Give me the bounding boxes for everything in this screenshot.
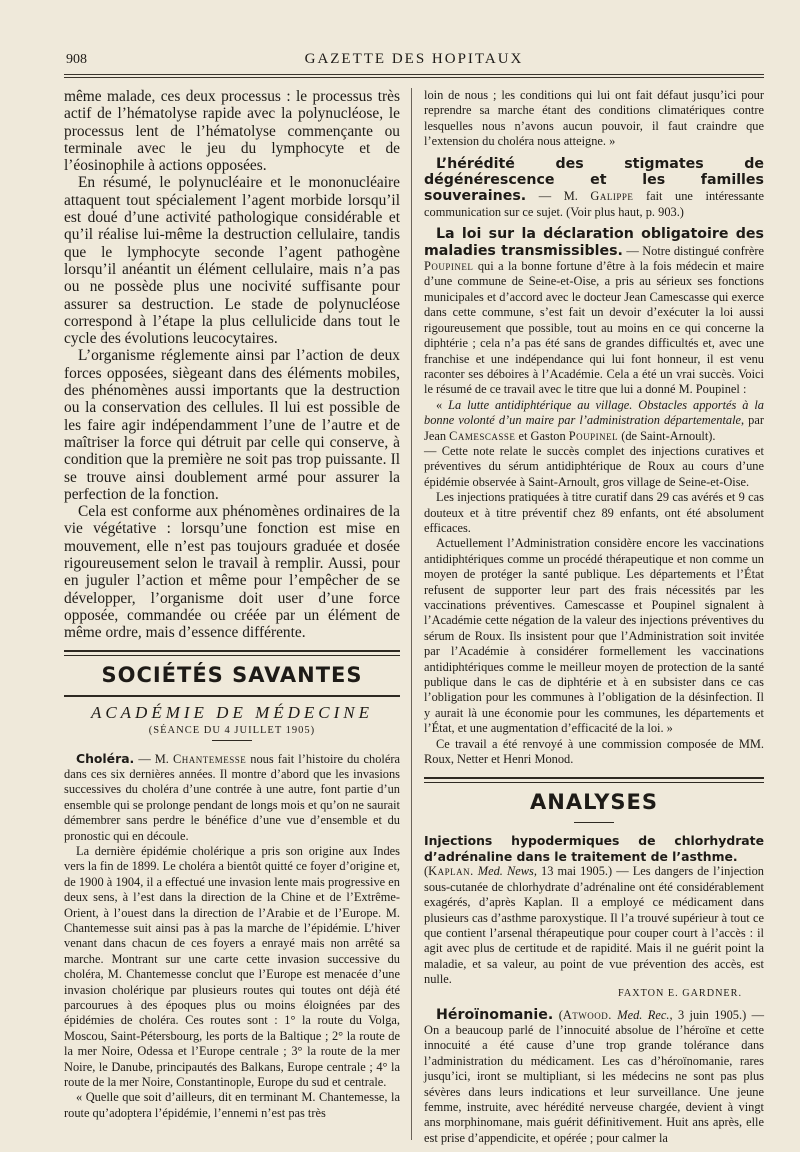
quoted-title: La lutte antidiphtérique au village. Obstacles apportés à la bonne volonté d’un maire par l’administration départementale: [424, 397, 764, 428]
short-rule: [212, 740, 252, 741]
seance-date: (SÉANCE DU 4 JUILLET 1905): [148, 724, 316, 736]
paragraph: En résumé, le polynucléaire et le mononucléaire attaquent tout spécialement l’agent morbide lorsqu’il est doué d’une activité pathologique considérable et qu’il réalise lui-même la destruction cellulaire, tandis que le lymphocyte seconde l’agent pathogène lorsqu’il anéantit un élément cellulaire, mais n’a pas ou ne possède plus une nocivité suffisante pour assurer sa destruction. Le stade de polynucléose correspond à l’étape la plus cellulicide dans tout le cycle des évolutions leucocytaires.: [64, 174, 400, 348]
page-number: 908: [66, 52, 87, 67]
author-name: Kaplan.: [428, 864, 474, 879]
paragraph: « La lutte antidiphtérique au village. Obstacles apportés à la bonne volonté d’un maire par l’administration départementale, par Jean Camescasse et Gaston Poupinel (de Saint-Arnoult).: [424, 397, 764, 443]
article-title: Injections hypodermiques de chlorhydrate d’adrénaline dans le traitement de l’asthme.: [424, 833, 764, 864]
section-title: ANALYSES: [530, 790, 658, 815]
header-rule: [64, 74, 764, 75]
continued-article: [64, 88, 400, 642]
section-title: SOCIÉTÉS SAVANTES: [101, 662, 363, 687]
author-name: Atwood.: [562, 1007, 612, 1022]
paragraph: (Kaplan. Med. News, 13 mai 1905.) — Les dangers de l’injection sous-cutanée de chlorhydrate d’adrénaline ont été considérablement exagérés, d’après Kaplan. Il a employé ce médicament dans plusieurs cas d’asthme paroxystique. Il l’a trouvé supérieur à tout ce que contient l’arsenal thérapeutique pour couper court à l’accès : il agit avec plus de certitude et de rapidité. Mais il ne guérit point la maladie, et sa valeur, au point de vue prévention des accès, est nulle.: [424, 864, 764, 987]
article-title: La loi sur la déclaration obligatoire des maladies transmissibles.: [424, 226, 764, 259]
article-title: Héroïnomanie.: [436, 1006, 554, 1023]
paragraph: — Cette note relate le succès complet des injections curatives et préventives du sérum antidiphtérique de Roux au cours d’une épidémie observée à Saint-Arnoult, gros village de Seine-et-Oise.: [424, 443, 764, 489]
signature: FAXTON E. GARDNER.: [617, 987, 742, 999]
paragraph: Actuellement l’Administration considère encore les vaccinations antidiphtériques comme un procédé thérapeutique et non comme un moyen de protéger la santé publique. Les départements et l’État refusent de supporter leur part des frais nécessités par les vaccinations préventives. Camescasse et Poupinel signalent à l’Académie cette négation de la valeur des injections préventives du sérum de Roux. Ils insistent pour que l’Administration soit invitée par l’Académie à considérer formellement les vaccinations antidiphtériques comme le meilleur moyen de protection de la santé publique dans le cas de diphtérie et à en subsister dans ce cas l’obligation pour les communes à l’obligation de la désinfection. Il y aurait là une économie pour les communes, les départements et l’État, et une augmentation d’efficacité de la loi. »: [424, 536, 764, 736]
running-title: GAZETTE DES HOPITAUX: [304, 51, 524, 67]
left-column: [64, 88, 400, 1121]
short-rule: [574, 822, 614, 823]
section-rule: [424, 777, 764, 779]
paragraph: Les injections pratiquées à titre curatif dans 29 cas avérés et 9 cas douteux et à titre préventif chez 89 enfants, ont été absolument efficaces.: [424, 490, 764, 535]
paragraph: même malade, ces deux processus : le processus très actif de l’hématolyse rapide avec la polynucléose, le processus lent de l’hématolyse commençante ou terminale avec le jeu du lymphocyte et de l’éosinophile à actions opposées.: [64, 88, 400, 175]
section-rule: [64, 650, 400, 652]
section-rule: [64, 695, 400, 697]
author-name: Poupinel: [424, 259, 474, 274]
author-name: Galippe: [590, 189, 634, 204]
right-column: [424, 88, 764, 1146]
cholera-article: [64, 751, 400, 1122]
author-name: Chantemesse: [172, 751, 247, 766]
section-rule: [64, 655, 400, 656]
paragraph: L’hérédité des stigmates de dégénérescence et les familles souveraines. — M. Galippe fait une intéressante communication sur ce sujet. (Voir plus haut, p. 903.): [424, 155, 764, 219]
paragraph: Choléra. — M. Chantemesse nous fait l’histoire du choléra dans ces six dernières années. Il montre d’abord que les invasions successives du choléra d’une contrée à une autre, font partie d’un ensemble qui se prolonge pendant de longs mois et qu’on ne saurait démembrer sans perdre le bénéfice d’une vue d’ensemble et du pronostic qui en découle.: [64, 750, 400, 843]
header-rule-double: [64, 77, 764, 78]
paragraph: L’organisme réglemente ainsi par l’action de deux forces opposées, siègeant dans des éléments mobiles, des phénomènes aussi importants que la destruction ou la conservation des cellules. Il lui est possible de les faire agir indépendamment l’une de l’autre et de maîtriser la force qui détruit par celle qui conserve, à condition que la première ne soit pas trop puissante. Il se trouve ainsi doublement armé pour assurer la perfection de la fonction.: [64, 347, 400, 503]
article-title: L’hérédité des stigmates de dégénérescence et les familles souveraines.: [424, 155, 764, 205]
paragraph: loin de nous ; les conditions qui lui ont fait défaut jusqu’ici pour reprendre sa marche étant des conditions climatériques contre lesquelles nous n’avons aucun pouvoir, il faut craindre que l’extension du choléra nous atteigne. »: [424, 88, 764, 149]
paragraph: Héroïnomanie. (Atwood. Med. Rec., 3 juin 1905.) — On a beaucoup parlé de l’innocuité absolue de l’héroïne et cette innocuité a été cause d’une trop grande tolérance dans l’administration du médicament. Les cas d’héroïnomanie, rares jusqu’ici, iront se multipliant, si les médecins ne sont pas plus sévères dans leurs indications et leur surveillance. Une jeune femme, instruite, avec hérédité nerveuse chargée, devient à vingt ans morphinomane, mais guérit définitivement. Huit ans après, elle est prise d’appendicite, et opérée ; pour calmer la: [424, 1006, 764, 1145]
paragraph: « Quelle que soit d’ailleurs, dit en terminant M. Chantemesse, la route qu’adoptera l’épidémie, l’ennemi n’est pas très: [64, 1090, 400, 1120]
column-divider: [411, 88, 412, 1140]
paragraph: La dernière épidémie cholérique a pris son origine aux Indes vers la fin de 1899. Le choléra a bientôt quitté ce foyer d’origine et, de 1900 à 1904, il a effectué une invasion lente mais progressive en deux sens, à l’est dans la direction de la Chine et de l’Extrême-Orient, à l’ouest dans la direction de l’Arabie et de l’Europe. M. Chantemesse suit ainsi pas à pas la marche de l’épidémie. L’hiver venant dans chacun de ces foyers a enrayé mais non arrêté sa marche. Montrant sur une carte cette invasion successive du choléra, M. Chantemesse conclut que l’Europe est menacée d’une invasion cholérique par plusieurs routes qui toutes ont déjà été parcourues à des époques plus ou moins éloignées par des épidémies de choléra. Ces routes sont : 1° la route du Volga, Moscou, Saint-Pétersbourg, les ports de la Baltique ; 2° la route de la mer Noire, Odessa et l’Europe centrale ; 3° la route de la mer Noire, le Danube, principautés des Balkans, Europe centrale ; 4° la route de la mer Noire, Constantinople, Europe du sud et centrale.: [64, 843, 400, 1090]
article-title: Choléra.: [76, 750, 135, 766]
section-rule: [424, 782, 764, 783]
paragraph: La loi sur la déclaration obligatoire des maladies transmissibles. — Notre distingué confrère Poupinel qui a la bonne fortune d’être à la fois médecin et maire d’une commune de Seine-et-Oise, a pris au sérieux ses fonctions municipales et d’accord avec le docteur Jean Camescasse qui exerce dans cette commune, s’est fait un devoir d’exécuter la loi aussi rigoureusement que possible, tout au moins en ce qui concerne la diphtérie ; cela n’a pas été sans de grandes difficultés et, avec une franchise et une indépendance qui lui font honneur, il est venu raconter ses déboires à l’Académie. Cela a été un vrai succès. Voici le résumé de ce travail avec le titre que lui a donné M. Poupinel :: [424, 226, 764, 397]
page-header: [64, 50, 764, 74]
academie-heading: ACADÉMIE DE MÉDECINE: [90, 702, 374, 722]
paragraph: Cela est conforme aux phénomènes ordinaires de la vie végétative : lorsqu’une fonction est mise en mouvement, elle n’est pas toujours graduée et dosée rigoureusement selon le travail à remplir. Aussi, pour en juguler l’action et même pour l’empêcher de se développer, l’organisme doit user d’une force opposée, commandée ou créée par un élément de même ordre, mais d’essence différente.: [64, 503, 400, 642]
paragraph: Ce travail a été renvoyé à une commission composée de MM. Roux, Netter et Henri Monod.: [424, 736, 764, 767]
